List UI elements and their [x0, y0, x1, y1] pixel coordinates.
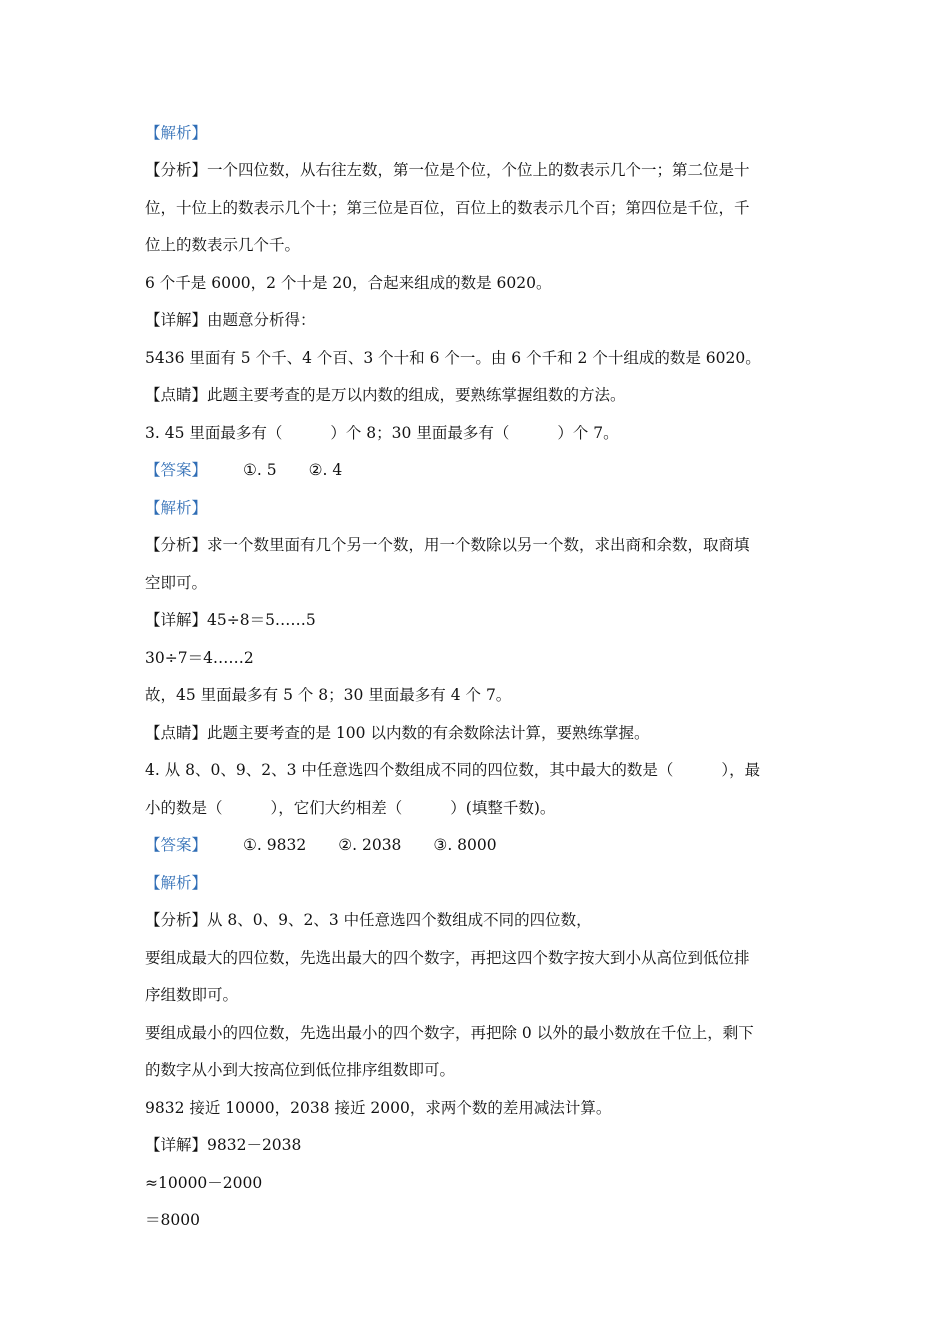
answer-item: ③. 8000	[433, 836, 497, 854]
question-text: ），最	[721, 761, 761, 779]
text-line: 位，十位上的数表示几个十；第三位是百位，百位上的数表示几个百；第四位是千位，千	[145, 199, 750, 217]
text-line: 9832 接近 10000，2038 接近 2000，求两个数的差用减法计算。	[145, 1099, 612, 1117]
question-text: ），它们大约相差（	[270, 799, 403, 817]
answer-item: ②. 2038	[338, 836, 402, 854]
question-text: 4. 从 8、0、9、2、3 中任意选四个数组成不同的四位数，其中最大的数是（	[145, 761, 674, 779]
text-line: 位上的数表示几个千。	[145, 236, 301, 254]
answer-item: ①. 9832	[243, 836, 307, 854]
text-line: 【分析】求一个数里面有几个另一个数，用一个数除以另一个数，求出商和余数，取商填	[145, 536, 750, 554]
answer-item: ①. 5	[243, 461, 277, 479]
analysis-label: 【解析】	[145, 499, 208, 517]
text-line: 【详解】9832－2038	[145, 1136, 302, 1154]
question-text: 3. 45 里面最多有（	[145, 424, 283, 442]
question-text: ）个 8；30 里面最多有（	[330, 424, 510, 442]
text-line: 【分析】从 8、0、9、2、3 中任意选四个数组成不同的四位数，	[145, 911, 592, 929]
text-line: 6 个千是 6000，2 个十是 20，合起来组成的数是 6020。	[145, 274, 552, 292]
text-line: 30÷7＝4……2	[145, 649, 254, 667]
question-text: 小的数是（	[145, 799, 223, 817]
question-3	[145, 422, 825, 444]
question-4	[145, 759, 825, 781]
text-line: 空即可。	[145, 574, 208, 592]
text-line: 的数字从小到大按高位到低位排序组数即可。	[145, 1061, 456, 1079]
text-line: 5436 里面有 5 个千、4 个百、3 个十和 6 个一。由 6 个千和 2 个十组成的数是 6020。	[145, 349, 761, 367]
text-line: 要组成最大的四位数，先选出最大的四个数字，再把这四个数字按大到小从高位到低位排	[145, 949, 750, 967]
answer-label: 【答案】	[145, 461, 208, 479]
text-line: 序组数即可。	[145, 986, 239, 1004]
text-line: ≈10000－2000	[145, 1174, 263, 1192]
question-text: ）(填整千数)。	[450, 799, 556, 817]
question-text: ）个 7。	[557, 424, 619, 442]
text-line: 故，45 里面最多有 5 个 8；30 里面最多有 4 个 7。	[145, 686, 512, 704]
answer-item: ②. 4	[308, 461, 343, 479]
text-line: 【详解】45÷8＝5……5	[145, 611, 316, 629]
text-line: 要组成最小的四位数，先选出最小的四个数字，再把除 0 以外的最小数放在千位上，剩下	[145, 1024, 754, 1042]
answer-row	[145, 459, 825, 481]
answer-label: 【答案】	[145, 836, 208, 854]
answer-row	[145, 834, 825, 856]
text-line: ＝8000	[145, 1211, 200, 1229]
analysis-label: 【解析】	[145, 124, 208, 142]
text-line: 【点睛】此题主要考查的是 100 以内数的有余数除法计算，要熟练掌握。	[145, 724, 650, 742]
text-line: 【点睛】此题主要考查的是万以内数的组成，要熟练掌握组数的方法。	[145, 386, 626, 404]
analysis-label: 【解析】	[145, 874, 208, 892]
text-line: 【分析】一个四位数，从右往左数，第一位是个位，个位上的数表示几个一；第二位是十	[145, 161, 750, 179]
text-line: 【详解】由题意分析得：	[145, 311, 316, 329]
question-4-continued	[145, 797, 825, 819]
